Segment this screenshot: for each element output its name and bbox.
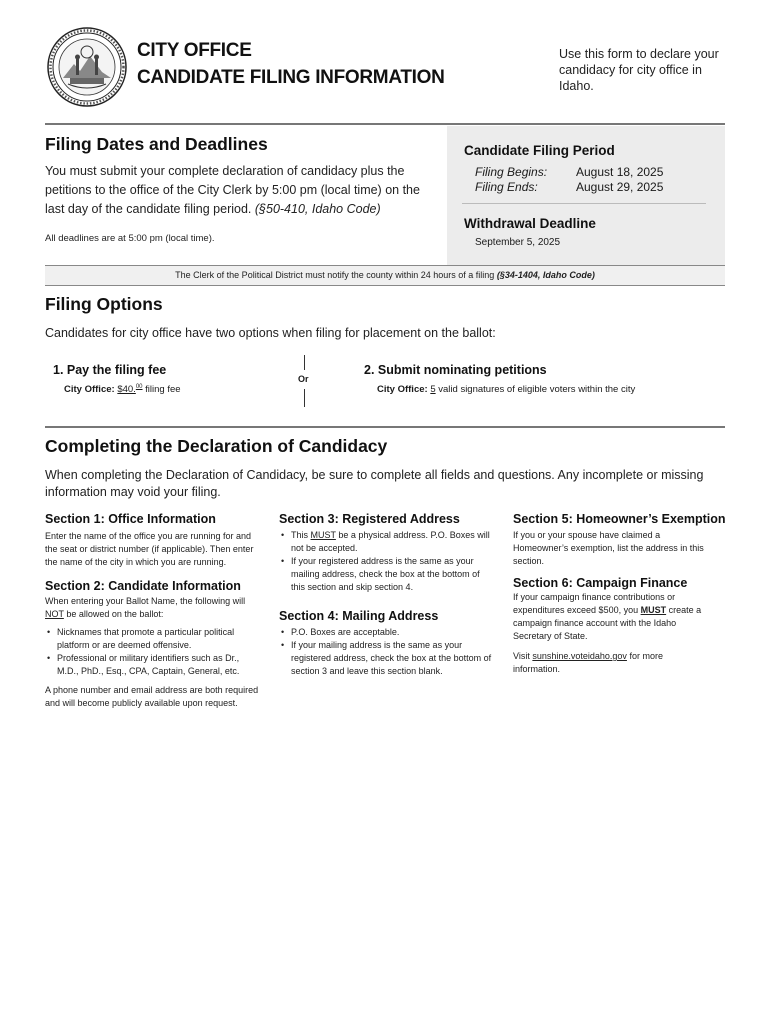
notice-bottom-rule [45, 285, 725, 286]
section6-body-pre: If your campaign finance contributions or expenditures exceed $500, you [513, 592, 676, 615]
section2-body [45, 595, 260, 621]
column-3 [513, 512, 728, 676]
section2-footer: A phone number and email address are both required and will become publicly available upon request. [45, 685, 259, 708]
filing-dates-citation: (§50-410, Idaho Code) [254, 202, 381, 216]
header-divider [45, 123, 725, 125]
filing-period-heading: Candidate Filing Period [464, 143, 615, 158]
section3-bullet-1-post: be a physical address. P.O. Boxes will not be accepted. [291, 530, 490, 553]
declaration-heading: Completing the Declaration of Candidacy [45, 436, 388, 456]
section2-bullet-2: • Professional or military identifiers such as Dr., M.D., PhD., Esq., CPA, Captain, General, etc. [57, 652, 260, 678]
section3-bullet-1-pre: This [291, 530, 309, 540]
section6-body [513, 591, 713, 643]
filing-options-intro: Candidates for city office have two options when filing for placement on the ballot: [45, 326, 496, 340]
page-title-line2: CANDIDATE FILING INFORMATION [137, 67, 445, 88]
option1-detail [64, 384, 181, 395]
section1-body: Enter the name of the office you are running for and the seat or district number (if applicable). Then enter the name of the city in which you are running. [45, 531, 254, 567]
filing-ends-value: August 29, 2025 [576, 180, 664, 194]
options-divider [45, 426, 725, 428]
sunshine-link[interactable]: sunshine.voteidaho.gov [532, 651, 627, 661]
column-1 [45, 512, 260, 710]
option2-suffix: valid signatures of eligible voters within the city [438, 384, 636, 395]
option1-label: City Office: [64, 384, 115, 396]
section6-body-must: MUST [640, 605, 667, 615]
filing-begins-value: August 18, 2025 [576, 165, 664, 179]
option1-amount: $40. [117, 384, 136, 396]
section6-visit [513, 650, 683, 676]
option1-suffix: filing fee [145, 384, 181, 396]
filing-begins-label: Filing Begins: [475, 165, 548, 179]
column-2 [279, 512, 494, 678]
section4-bullet-2: • If your mailing address is the same as your registered address, check the box at the bottom of section 3 and leave this section blank. [291, 639, 494, 678]
section6-body-post: create a campaign finance account with the Idaho Secretary of State. [513, 605, 702, 641]
withdrawal-heading: Withdrawal Deadline [464, 216, 596, 231]
declaration-intro: When completing the Declaration of Candidacy, be sure to complete all fields and questions. Any incomplete or missing information may void your filing. [45, 468, 704, 499]
section2-title: Section 2: Candidate Information [45, 579, 241, 593]
section2-bullet-1: • Nicknames that promote a particular political platform or are deemed offensive. [57, 626, 260, 652]
section2-body-pre: When entering your Ballot Name, the following will [45, 596, 246, 606]
option1-title: 1. Pay the filing fee [53, 363, 167, 377]
filing-dates-paragraph [45, 162, 435, 219]
clerk-notice [45, 266, 725, 285]
notice-citation: (§34-1404, Idaho Code) [496, 270, 595, 280]
filing-dates-heading: Filing Dates and Deadlines [45, 134, 268, 154]
filing-options-heading: Filing Options [45, 294, 163, 314]
section1-title: Section 1: Office Information [45, 512, 216, 526]
filing-dates-text: You must submit your complete declaration of candidacy plus the petitions to the office of the City Clerk by 5:00 pm (local time) on the last day of the candidate filing period. [45, 164, 420, 216]
notice-text: The Clerk of the Political District must notify the county within 24 hours of a filing [175, 270, 495, 280]
or-divider-bottom [304, 389, 305, 407]
filing-period-panel [447, 126, 725, 265]
section3-bullet-1-must: MUST [310, 530, 336, 540]
section3-bullet-1 [291, 529, 494, 555]
section4-bullet-1: • P.O. Boxes are acceptable. [291, 626, 494, 639]
section2-body-not: NOT [45, 609, 64, 619]
section5-body: If you or your spouse have claimed a Homeowner’s exemption, list the address in this section. [513, 530, 704, 566]
or-label: Or [298, 374, 309, 384]
section4-bullets [279, 626, 494, 678]
section6-visit-post: for more information. [513, 651, 663, 674]
deadlines-note: All deadlines are at 5:00 pm (local time). [45, 233, 215, 244]
section3-bullets [279, 529, 494, 594]
withdrawal-value: September 5, 2025 [475, 237, 561, 248]
section2-bullets [45, 626, 260, 678]
section6-title: Section 6: Campaign Finance [513, 576, 688, 590]
section6-visit-pre: Visit [513, 651, 530, 661]
or-divider-top [304, 355, 305, 370]
panel-divider [462, 203, 706, 204]
filing-ends-label: Filing Ends: [475, 180, 538, 194]
section5-title: Section 5: Homeowner’s Exemption [513, 512, 726, 526]
page-title-line1: CITY OFFICE [137, 40, 252, 61]
option2-count: 5 [430, 384, 436, 395]
option2-label: City Office: [377, 384, 428, 395]
option2-detail [377, 384, 635, 395]
section4-title: Section 4: Mailing Address [279, 609, 439, 623]
option1-cents: 00 [135, 384, 143, 390]
section3-title: Section 3: Registered Address [279, 512, 460, 526]
option2-title: 2. Submit nominating petitions [364, 363, 547, 377]
form-intro-text: Use this form to declare your candidacy for city office in Idaho. [559, 47, 719, 93]
section2-body-post: be allowed on the ballot: [66, 609, 164, 619]
section3-bullet-2: • If your registered address is the same as your mailing address, check the box at the bottom of this section and skip section 4. [291, 555, 494, 594]
state-seal-logo [46, 26, 128, 108]
